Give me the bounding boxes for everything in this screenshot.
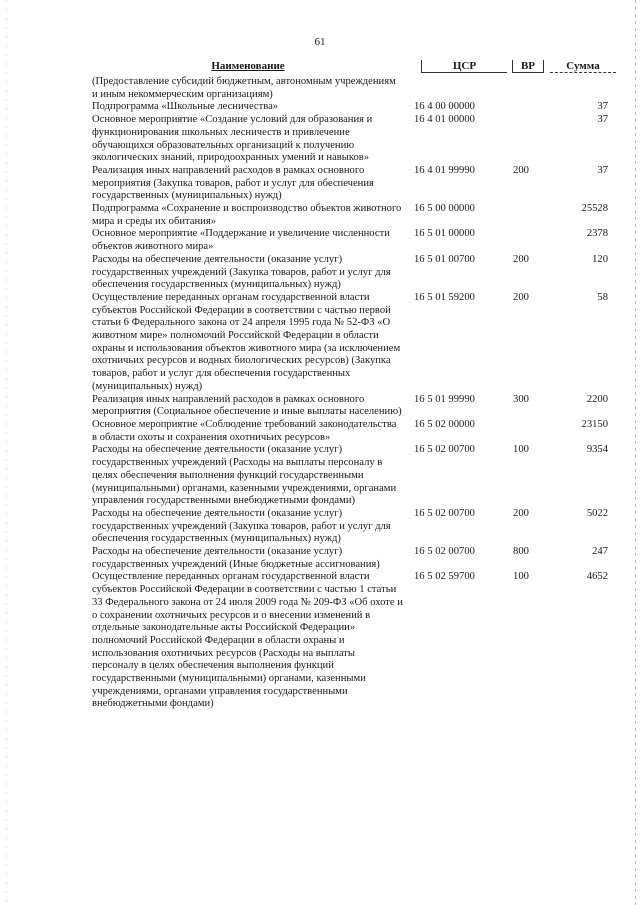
row-sum: 25528 xyxy=(581,203,608,215)
budget-table xyxy=(92,76,612,711)
row-name: Основное мероприятие «Соблюдение требований законодательства в области охоты и сохранения охотничьих ресурсов» xyxy=(92,418,397,443)
table-row xyxy=(92,101,612,114)
row-sum: 23150 xyxy=(581,418,608,430)
row-sum: 37 xyxy=(597,114,608,126)
row-name: Подпрограмма «Школьные лесничества» xyxy=(92,101,279,113)
row-vr: 200 xyxy=(513,253,529,265)
row-vr xyxy=(504,101,538,114)
row-csr: 16 4 01 99990 xyxy=(414,164,475,176)
row-vr: 200 xyxy=(513,507,529,519)
page-number: 61 xyxy=(314,36,326,48)
table-row xyxy=(92,571,612,711)
row-sum: 37 xyxy=(597,164,608,176)
header-vr: ВР xyxy=(512,60,544,73)
row-vr: 300 xyxy=(513,393,529,405)
row-name: Реализация иных направлений расходов в рамках основного мероприятия (Социальное обеспечение и иные выплаты населению) xyxy=(92,393,402,418)
row-vr: 100 xyxy=(513,444,529,456)
row-sum: 247 xyxy=(592,546,608,558)
row-sum: 37 xyxy=(597,101,608,113)
table-row xyxy=(92,508,612,546)
row-sum xyxy=(538,76,612,101)
row-name: Расходы на обеспечение деятельности (оказание услуг) государственных учреждений (Иные бюджетные ассигнования) xyxy=(92,546,380,570)
row-sum: 2378 xyxy=(586,228,608,240)
row-sum: 2200 xyxy=(586,393,608,405)
row-vr xyxy=(504,76,538,101)
header-sum: Сумма xyxy=(550,60,616,73)
row-sum: 9354 xyxy=(586,444,608,456)
table-row xyxy=(92,165,612,203)
row-name: Основное мероприятие «Поддержание и увеличение численности объектов животного мира» xyxy=(92,228,390,253)
row-csr xyxy=(410,76,504,101)
table-row xyxy=(92,203,612,228)
row-csr: 16 5 01 00700 xyxy=(414,253,475,265)
row-name: (Предоставление субсидий бюджетным, автономным учреждениям и иным некоммерческим организациям) xyxy=(92,76,396,100)
table-row xyxy=(92,228,612,253)
row-vr: 100 xyxy=(513,571,529,583)
row-csr: 16 5 02 00700 xyxy=(414,507,475,519)
table-row xyxy=(92,254,612,292)
row-csr: 16 5 02 00700 xyxy=(414,444,475,456)
row-csr: 16 5 01 00000 xyxy=(414,228,475,240)
table-row xyxy=(92,292,612,394)
row-csr: 16 5 02 00700 xyxy=(414,546,475,558)
row-name: Осуществление переданных органам государственной власти субъектов Российской Федерации в соответствии с частью первой статьи 6 Федерального закона от 24 апреля 1995 года № 52-ФЗ «О животном мире» полномочий Российской Федерации в области охраны и использования объектов животного мира (за исключением охотничьих ресурсов и водных биологических ресурсов) (Закупка товаров, работ и услуг для обеспечения государственных (муниципальных) нужд) xyxy=(92,291,401,392)
table-row xyxy=(92,546,612,571)
row-csr: 16 5 01 59200 xyxy=(414,291,475,303)
header-name: Наименование xyxy=(211,60,285,72)
row-csr: 16 5 02 59700 xyxy=(414,571,475,583)
table-row xyxy=(92,419,612,444)
row-vr: 200 xyxy=(513,291,529,303)
header-csr: ЦСР xyxy=(421,60,507,73)
row-vr: 800 xyxy=(513,546,529,558)
row-vr xyxy=(504,419,538,444)
row-name: Расходы на обеспечение деятельности (оказание услуг) государственных учреждений (Закупка товаров, работ и услуг для обеспечения государственных (муниципальных) нужд) xyxy=(92,253,391,291)
scan-edge-right xyxy=(635,0,636,905)
row-sum: 5022 xyxy=(586,507,608,519)
row-name: Основное мероприятие «Создание условий для образования и функционирования школьных лесничеств и привлечение обучающихся образовательных организаций к получению экологических знаний, природоохранных умений и навыков» xyxy=(92,114,373,164)
row-name: Расходы на обеспечение деятельности (оказание услуг) государственных учреждений (Закупка товаров, работ и услуг для обеспечения государственных (муниципальных) нужд) xyxy=(92,507,391,545)
row-sum: 58 xyxy=(597,291,608,303)
row-csr: 16 5 01 99990 xyxy=(414,393,475,405)
row-sum: 120 xyxy=(592,253,608,265)
row-csr: 16 5 00 00000 xyxy=(414,203,475,215)
row-csr: 16 5 02 00000 xyxy=(414,418,475,430)
row-vr xyxy=(504,203,538,228)
row-sum: 4652 xyxy=(586,571,608,583)
row-name: Реализация иных направлений расходов в рамках основного мероприятия (Закупка товаров, работ и услуг для обеспечения государственных (муниципальных) нужд) xyxy=(92,164,374,202)
table-row xyxy=(92,394,612,419)
table-row xyxy=(92,76,612,101)
row-vr xyxy=(504,114,538,165)
row-csr: 16 4 00 00000 xyxy=(414,101,475,113)
row-name: Подпрограмма «Сохранение и воспроизводство объектов животного мира и среды их обитания» xyxy=(92,203,402,227)
row-vr: 200 xyxy=(513,164,529,176)
row-name: Осуществление переданных органам государственной власти субъектов Российской Федерации в соответствии с частью 1 статьи 33 Федерального закона от 24 июля 2009 года № 209-ФЗ «Об охоте и о сохранении охотничьих ресурсов и о внесении изменений в отдельные законодательные акты Российской Федерации» полномочий Российской Федерации в области охраны и использования охотничьих ресурсов (Расходы на выплаты персоналу в целях обеспечения выполнения функций государственными (муниципальными) органами, казенными учреждениями, органами управления государственными внебюджетными фондами) xyxy=(92,571,403,710)
table-row xyxy=(92,444,612,508)
row-vr xyxy=(504,228,538,253)
row-name: Расходы на обеспечение деятельности (оказание услуг) государственных учреждений (Расходы на выплаты персоналу в целях обеспечения выполнения функций государственными (муниципальными) органами, казенными учреждениями, органами управления государственными внебюджетными фондами) xyxy=(92,444,397,507)
row-csr: 16 4 01 00000 xyxy=(414,114,475,126)
scan-edge-left xyxy=(6,0,7,905)
table-row xyxy=(92,114,612,165)
